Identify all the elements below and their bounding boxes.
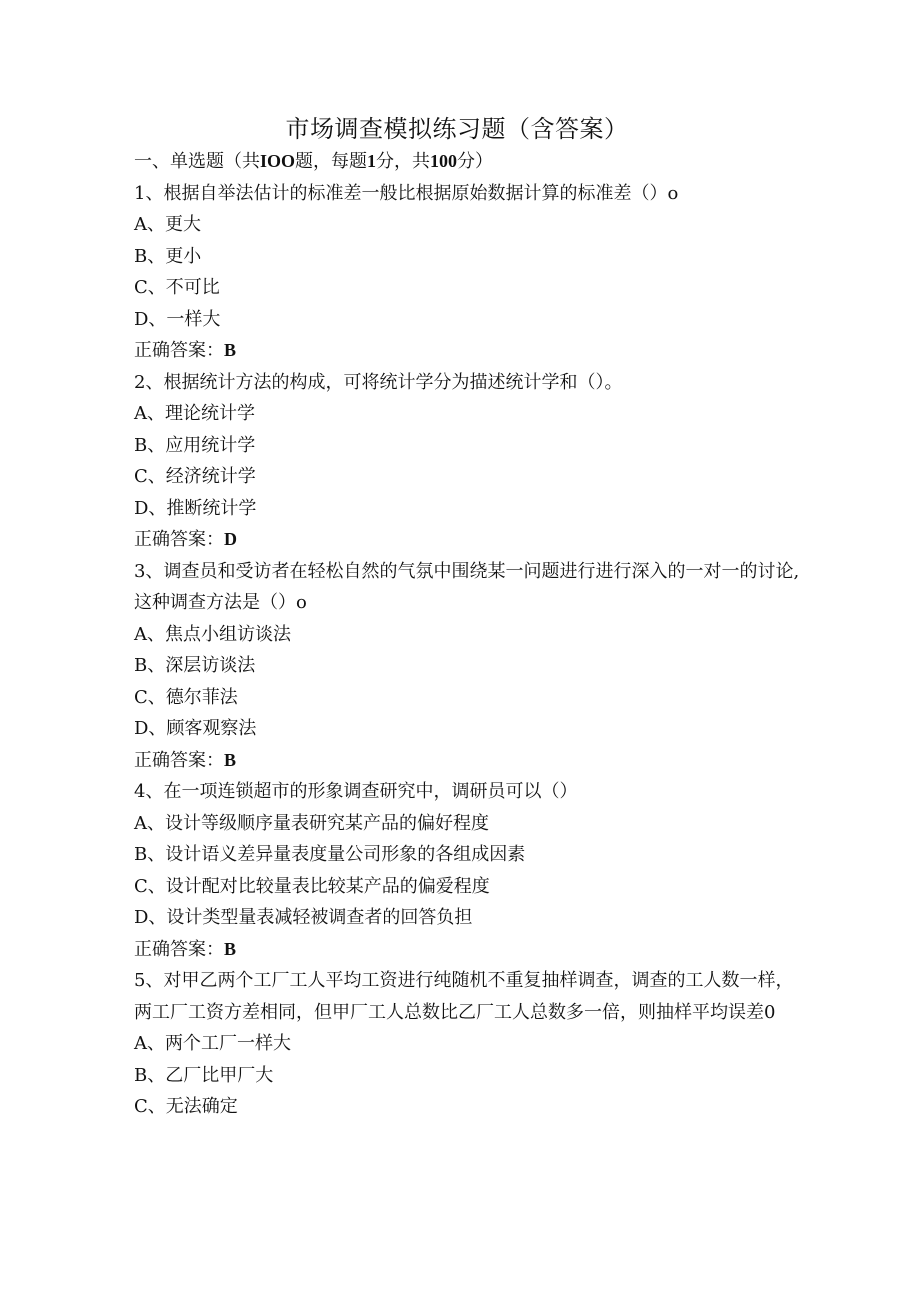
question-text: 5、对甲乙两个工厂工人平均工资进行纯随机不重复抽样调查，调查的工人数一样，两工厂工资方差相同，但甲厂工人总数比乙厂工人总数多一倍，则抽样平均误差0 [134,970,794,1023]
option-item: B、设计语义差异量表度量公司形象的各组成因素 [134,844,526,865]
answer-value: B [224,749,237,770]
question-text: 1、根据自举法估计的标准差一般比根据原始数据计算的标准差（）o [134,182,679,204]
question-block [134,367,804,556]
option-item: D、设计类型量表减轻被调查者的回答负担 [134,907,473,928]
option-item: C、不可比 [134,277,220,298]
option-item: D、顾客观察法 [134,718,257,739]
answer-value: B [224,938,237,959]
option-item: C、经济统计学 [134,466,256,487]
option-item: C、德尔菲法 [134,686,238,708]
answer-line [134,335,804,367]
option-item: A、设计等级顺序量表研究某产品的偏好程度 [134,812,489,834]
answer-line [134,745,804,777]
option-item: D、一样大 [134,308,221,330]
section-total-points: 100 [430,151,458,171]
answer-label: 正确答案： [134,340,224,361]
answer-value: D [224,529,237,549]
option-item: B、深层访谈法 [134,655,256,676]
section-suffix: 分） [457,151,494,172]
option-item: B、乙厂比甲厂大 [134,1064,274,1086]
question-text: 3、调查员和受访者在轻松自然的气氛中围绕某一问题进行进行深入的一对一的讨论,这种调查方法是（）o [134,560,800,613]
option-item: A、理论统计学 [134,403,255,424]
option-item: A、更大 [134,214,201,235]
answer-label: 正确答案： [134,749,224,771]
section-prefix: 一、单选题（共 [134,151,260,172]
question-block [134,965,804,1123]
section-question-count: IOO [260,151,296,171]
answer-label: 正确答案： [134,938,224,960]
question-block [134,178,804,367]
answer-line [134,524,804,556]
answer-label: 正确答案： [134,529,224,550]
option-item: A、两个工厂一样大 [134,1033,291,1054]
question-block [134,556,804,777]
question-text: 4、在一项连锁超市的形象调查研究中，调研员可以（） [134,781,578,802]
section-mid-1: 题，每题 [295,151,368,172]
answer-line [134,934,804,966]
option-item: C、设计配对比较量表比较某产品的偏爱程度 [134,875,490,897]
option-item: B、应用统计学 [134,434,256,456]
option-item: A、焦点小组访谈法 [134,623,291,645]
option-item: B、更小 [134,245,202,267]
document-title: 市场调查模拟练习题（含答案） [285,115,629,143]
answer-value: B [224,340,237,360]
section-points-each: 1 [367,151,377,171]
question-block [134,776,804,965]
document-body [134,146,804,1123]
section-heading [134,146,804,178]
option-item: D、推断统计学 [134,497,257,519]
section-mid-2: 分，共 [376,151,431,172]
question-text: 2、根据统计方法的构成，可将统计学分为描述统计学和（）。 [134,371,623,393]
option-item: C、无法确定 [134,1096,238,1117]
